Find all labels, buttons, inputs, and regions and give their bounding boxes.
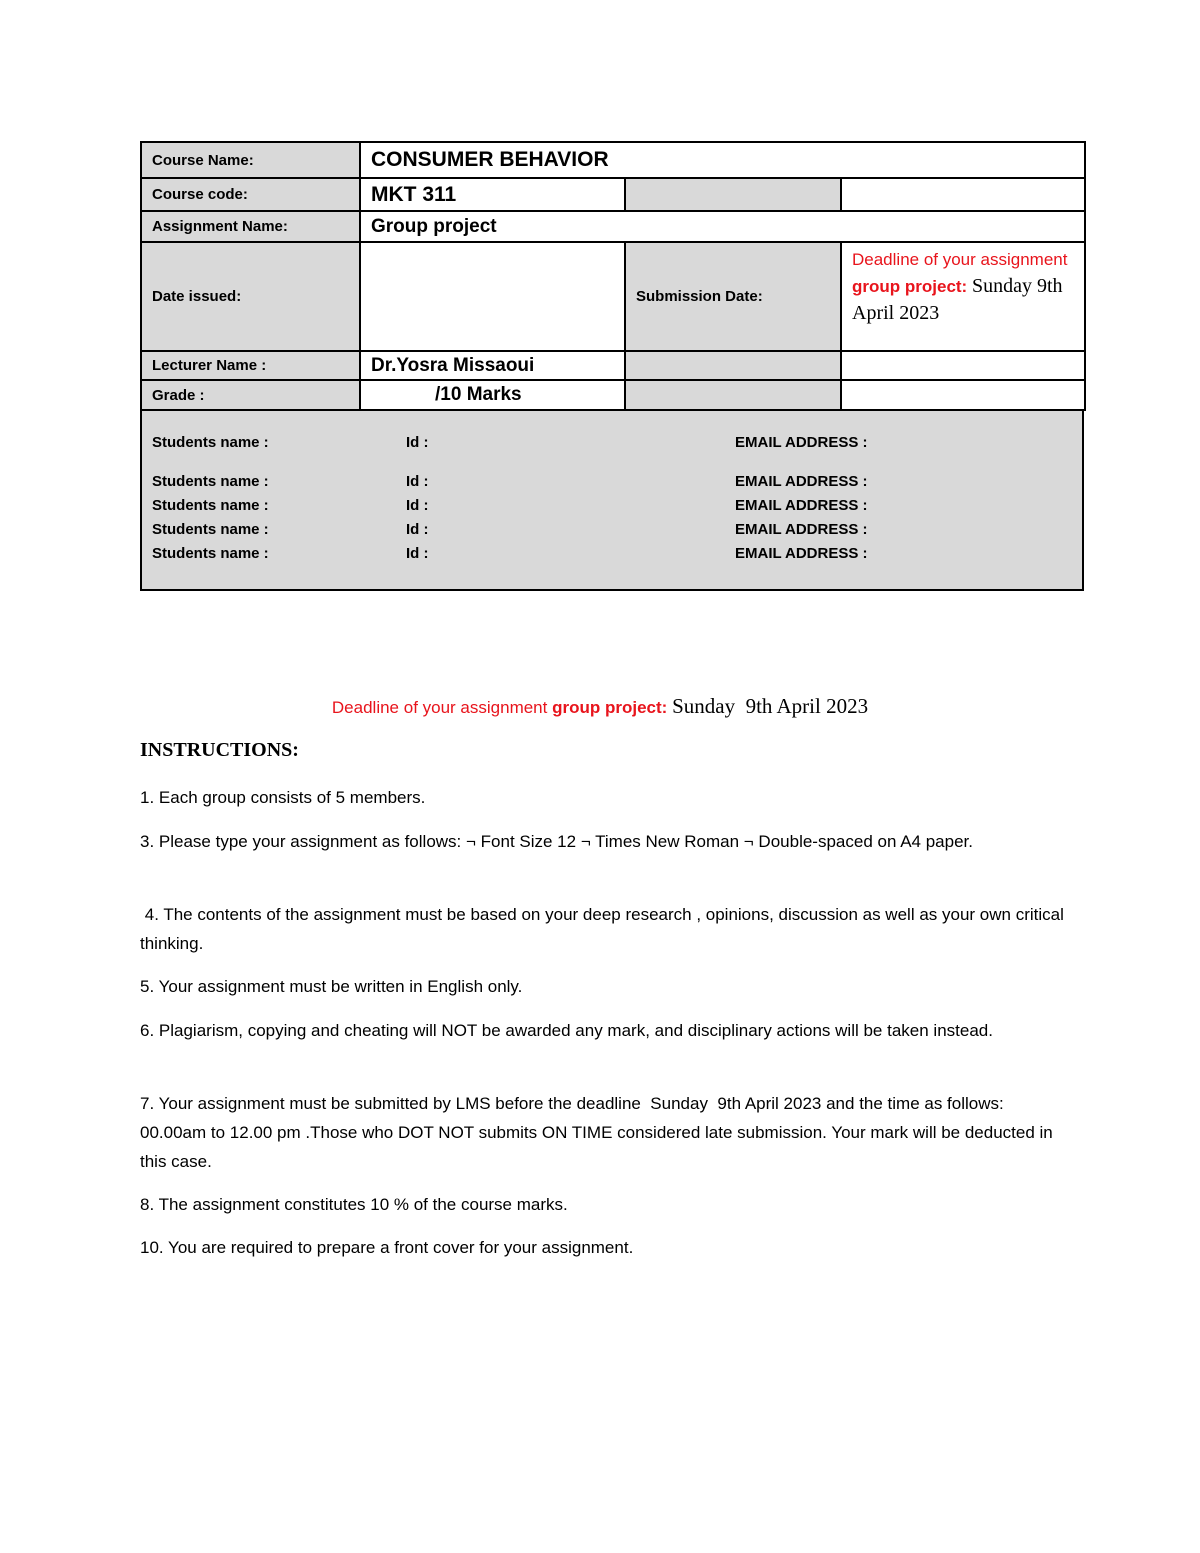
student-email-label: EMAIL ADDRESS : <box>735 497 868 514</box>
instruction-item: 1. Each group consists of 5 members. <box>140 788 426 807</box>
deadline-banner-date: Sunday 9th April 2023 <box>672 694 869 718</box>
instructions-title: INSTRUCTIONS: <box>140 739 299 761</box>
lecturer-label: Lecturer Name : <box>141 351 360 380</box>
cover-sheet <box>140 141 1084 591</box>
student-id-label: Id : <box>406 434 429 451</box>
student-email-label: EMAIL ADDRESS : <box>735 473 868 490</box>
lecturer-row <box>141 351 1085 380</box>
deadline-banner-group: group project: <box>552 698 668 717</box>
instruction-item: 3. Please type your assignment as follows: ¬ Font Size 12 ¬ Times New Roman ¬ Double-spaced on A4 paper. <box>140 832 973 851</box>
course-code-value: MKT 311 <box>360 178 625 211</box>
course-name-label: Course Name: <box>141 142 360 178</box>
cover-table <box>140 141 1086 411</box>
empty-cell <box>625 178 841 211</box>
grade-value: /10 Marks <box>360 380 625 410</box>
student-id-label: Id : <box>406 521 429 538</box>
instruction-item: 8. The assignment constitutes 10 % of the course marks. <box>140 1195 568 1214</box>
instruction-item: 5. Your assignment must be written in English only. <box>140 977 523 996</box>
instruction-item: 10. You are required to prepare a front cover for your assignment. <box>140 1238 634 1257</box>
student-email-label: EMAIL ADDRESS : <box>735 434 868 451</box>
empty-cell <box>841 351 1085 380</box>
assignment-name-row <box>141 211 1085 242</box>
submission-deadline-cell <box>841 242 1085 351</box>
date-issued-value <box>360 242 625 351</box>
student-id-label: Id : <box>406 473 429 490</box>
empty-cell <box>841 380 1085 410</box>
assignment-name-value: Group project <box>360 211 1085 242</box>
instruction-item: 7. Your assignment must be submitted by LMS before the deadline Sunday 9th April 2023 and the time as follows: 00.00am to 12.00 pm .Those who DOT NOT submits ON TIME considered late submission. Your mark will be deducted in this case. <box>140 1094 1058 1171</box>
deadline-banner <box>0 694 1200 719</box>
student-email-label: EMAIL ADDRESS : <box>735 545 868 562</box>
deadline-group: group project: <box>852 277 968 296</box>
grade-row <box>141 380 1085 410</box>
student-name-label: Students name : <box>152 434 269 451</box>
instruction-item: 4. The contents of the assignment must be based on your deep research , opinions, discussion as well as your own critical thinking. <box>140 905 1069 953</box>
course-name-value: CONSUMER BEHAVIOR <box>360 142 1085 178</box>
grade-label: Grade : <box>141 380 360 410</box>
course-code-label: Course code: <box>141 178 360 211</box>
empty-cell <box>625 351 841 380</box>
students-block <box>140 411 1084 591</box>
student-name-label: Students name : <box>152 545 269 562</box>
student-row <box>152 521 1082 543</box>
course-code-row <box>141 178 1085 211</box>
student-name-label: Students name : <box>152 497 269 514</box>
student-email-label: EMAIL ADDRESS : <box>735 521 868 538</box>
student-row <box>152 545 1082 567</box>
student-row <box>152 434 1082 456</box>
student-id-label: Id : <box>406 497 429 514</box>
student-id-label: Id : <box>406 545 429 562</box>
student-row <box>152 497 1082 519</box>
lecturer-name: Dr.Yosra Missaoui <box>360 351 625 380</box>
student-row <box>152 473 1082 495</box>
assignment-name-label: Assignment Name: <box>141 211 360 242</box>
empty-cell <box>625 380 841 410</box>
date-issued-label: Date issued: <box>141 242 360 351</box>
deadline-date: Sunday 9th April 2023 <box>852 275 1063 324</box>
student-name-label: Students name : <box>152 521 269 538</box>
empty-cell <box>841 178 1085 211</box>
dates-row <box>141 242 1085 351</box>
deadline-banner-prefix: Deadline of your assignment <box>331 698 548 717</box>
course-name-row <box>141 142 1085 178</box>
student-name-label: Students name : <box>152 473 269 490</box>
deadline-prefix: Deadline of your assignment <box>852 250 1068 269</box>
instruction-item: 6. Plagiarism, copying and cheating will NOT be awarded any mark, and disciplinary actions will be taken instead. <box>140 1021 993 1040</box>
submission-date-label: Submission Date: <box>625 242 841 351</box>
